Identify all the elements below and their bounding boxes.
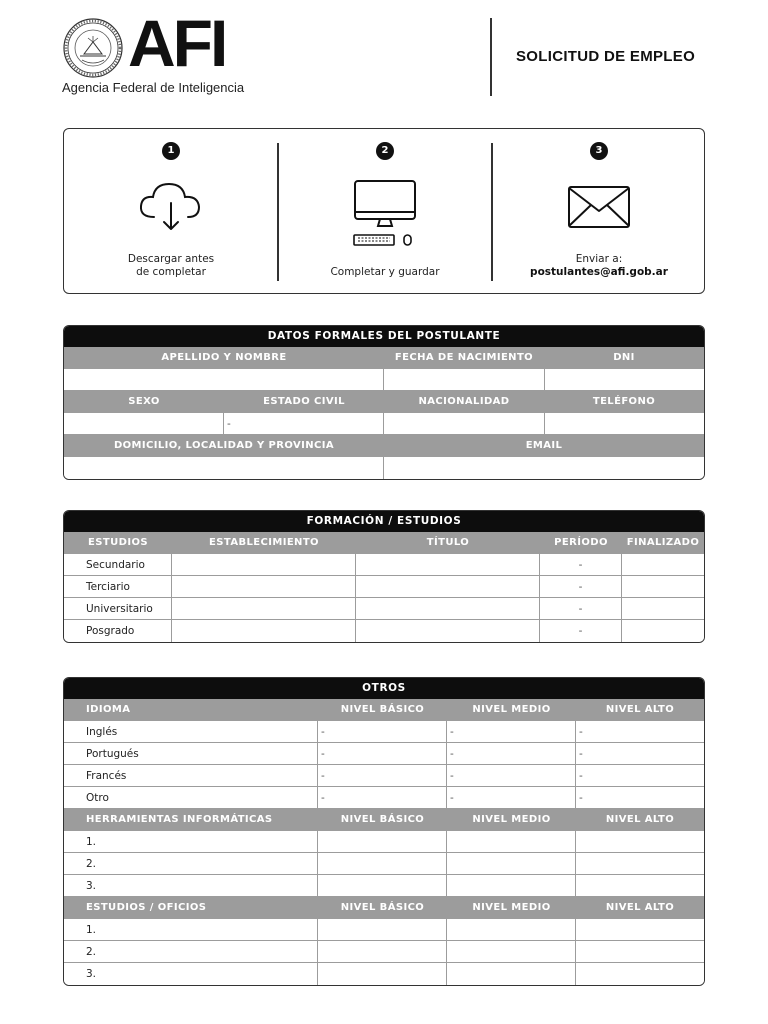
nivel-basico-field[interactable]: - <box>318 743 447 764</box>
estudio-label: Secundario <box>64 554 172 575</box>
apellido-nombre-field[interactable] <box>64 369 384 390</box>
nivel-basico-field[interactable]: - <box>318 765 447 786</box>
col-header: NIVEL ALTO <box>605 704 675 715</box>
finalizado-field[interactable] <box>622 576 704 597</box>
nivel-alto-field[interactable] <box>576 875 704 896</box>
nivel-alto-field[interactable] <box>576 853 704 874</box>
table-row <box>64 598 704 620</box>
col-header: TÍTULO <box>426 537 470 548</box>
col-header: NIVEL BÁSICO <box>340 902 425 913</box>
envelope-icon <box>567 185 631 231</box>
header-row <box>64 347 704 369</box>
col-header: NIVEL MEDIO <box>472 814 551 825</box>
otros-section <box>63 677 705 986</box>
table-row <box>64 765 704 787</box>
col-header: PERÍODO <box>554 537 608 548</box>
col-header: ESTADO CIVIL <box>263 396 345 407</box>
periodo-field[interactable]: - <box>540 598 622 619</box>
table-row <box>64 620 704 642</box>
header-row <box>64 809 704 831</box>
finalizado-field[interactable] <box>622 598 704 619</box>
nivel-medio-field[interactable] <box>447 941 576 962</box>
col-header: SEXO <box>128 396 160 407</box>
establecimiento-field[interactable] <box>172 620 356 642</box>
nivel-medio-field[interactable] <box>447 853 576 874</box>
nivel-medio-field[interactable]: - <box>447 743 576 764</box>
nivel-medio-field[interactable] <box>447 875 576 896</box>
col-header: IDIOMA <box>86 704 131 715</box>
nivel-medio-field[interactable] <box>447 963 576 985</box>
table-row <box>64 743 704 765</box>
section-title: FORMACIÓN / ESTUDIOS <box>64 511 704 532</box>
estudio-label: Posgrado <box>64 620 172 642</box>
nivel-alto-field[interactable]: - <box>579 726 583 738</box>
header-divider <box>490 18 492 96</box>
formacion-section <box>63 510 705 643</box>
step-send <box>492 129 706 293</box>
step-download <box>64 129 278 293</box>
table-row <box>64 875 704 897</box>
oficio-field[interactable]: 1. <box>64 919 318 940</box>
step-number: 2 <box>376 142 394 160</box>
periodo-field[interactable]: - <box>540 576 622 597</box>
titulo-field[interactable] <box>356 576 540 597</box>
nivel-basico-field[interactable] <box>318 941 447 962</box>
nivel-basico-field[interactable] <box>318 875 447 896</box>
nivel-medio-field[interactable]: - <box>447 721 576 742</box>
table-row <box>64 919 704 941</box>
col-header: DOMICILIO, LOCALIDAD Y PROVINCIA <box>113 440 335 451</box>
step-number: 3 <box>590 142 608 160</box>
table-row <box>64 853 704 875</box>
table-row <box>64 576 704 598</box>
periodo-field[interactable]: - <box>540 554 622 575</box>
step-complete <box>278 129 492 293</box>
step-number: 1 <box>162 142 180 160</box>
page-title: SOLICITUD DE EMPLEO <box>516 48 696 65</box>
idioma-label: Otro <box>64 787 318 808</box>
header-row <box>64 435 704 457</box>
titulo-field[interactable] <box>356 554 540 575</box>
col-header: NIVEL MEDIO <box>472 704 551 715</box>
email-field[interactable] <box>384 457 704 479</box>
nivel-alto-field[interactable] <box>576 919 704 940</box>
header-row <box>64 532 704 554</box>
dni-field[interactable] <box>545 369 704 390</box>
table-row <box>64 831 704 853</box>
afi-wordmark: AFI <box>128 6 226 80</box>
col-header: ESTABLECIMIENTO <box>209 537 319 548</box>
nivel-alto-field[interactable]: - <box>579 770 583 782</box>
col-header: NIVEL BÁSICO <box>340 814 425 825</box>
herramienta-field[interactable]: 1. <box>64 831 318 852</box>
col-header: EMAIL <box>525 440 563 451</box>
estudio-label: Universitario <box>64 598 172 619</box>
table-row <box>64 787 704 809</box>
establecimiento-field[interactable] <box>172 576 356 597</box>
estudio-label: Terciario <box>64 576 172 597</box>
col-header: HERRAMIENTAS INFORMÁTICAS <box>86 814 273 825</box>
col-header: ESTUDIOS <box>88 537 148 548</box>
finalizado-field[interactable] <box>622 620 704 642</box>
oficio-field[interactable]: 3. <box>64 963 318 985</box>
nivel-alto-field[interactable] <box>576 941 704 962</box>
header-row <box>64 897 704 919</box>
col-header: NIVEL ALTO <box>605 814 675 825</box>
nivel-alto-field[interactable] <box>576 831 704 852</box>
nivel-medio-field[interactable] <box>447 831 576 852</box>
table-row <box>64 721 704 743</box>
table-row <box>64 963 704 985</box>
sexo-field[interactable] <box>64 413 224 434</box>
section-title: DATOS FORMALES DEL POSTULANTE <box>64 326 704 347</box>
periodo-field[interactable]: - <box>540 620 622 642</box>
establecimiento-field[interactable] <box>172 598 356 619</box>
agency-name: Agencia Federal de Inteligencia <box>62 80 245 95</box>
nivel-basico-field[interactable] <box>318 963 447 985</box>
col-header: FINALIZADO <box>626 537 700 548</box>
header-row <box>64 699 704 721</box>
nacionalidad-field[interactable] <box>384 413 545 434</box>
datos-formales-section <box>63 325 705 480</box>
finalizado-field[interactable] <box>622 554 704 575</box>
nivel-basico-field[interactable] <box>318 831 447 852</box>
nivel-basico-field[interactable]: - <box>318 721 447 742</box>
contact-email[interactable]: postulantes@afi.gob.ar <box>530 266 668 278</box>
step-label: Enviar a: postulantes@afi.gob.ar <box>492 253 706 279</box>
establecimiento-field[interactable] <box>172 554 356 575</box>
herramienta-field[interactable]: 3. <box>64 875 318 896</box>
col-header: DNI <box>613 352 635 363</box>
table-row <box>64 554 704 576</box>
idioma-label: Portugués <box>64 743 318 764</box>
col-header: NIVEL BÁSICO <box>340 704 425 715</box>
idioma-label: Francés <box>64 765 318 786</box>
section-title: OTROS <box>64 678 704 699</box>
fecha-nacimiento-field[interactable] <box>384 369 545 390</box>
cloud-download-icon <box>136 177 206 237</box>
nivel-medio-field[interactable]: - <box>447 765 576 786</box>
step-label: Completar y guardar <box>330 266 440 278</box>
col-header: FECHA DE NACIMIENTO <box>394 352 534 363</box>
estado-civil-field[interactable]: - <box>224 413 384 434</box>
input-row <box>64 369 704 391</box>
nivel-basico-field[interactable] <box>318 853 447 874</box>
nivel-basico-field[interactable] <box>318 919 447 940</box>
telefono-field[interactable] <box>545 413 704 434</box>
nivel-alto-field[interactable]: - <box>579 748 583 760</box>
col-header: TELÉFONO <box>592 396 656 407</box>
nivel-medio-field[interactable] <box>447 919 576 940</box>
col-header: NIVEL MEDIO <box>472 902 551 913</box>
nivel-medio-field[interactable]: - <box>447 787 576 808</box>
domicilio-field[interactable] <box>64 457 384 479</box>
steps-panel <box>63 128 705 294</box>
nivel-alto-field[interactable]: - <box>579 792 583 804</box>
step-label: Descargar antes de completar <box>127 253 215 278</box>
input-row <box>64 457 704 479</box>
col-header: ESTUDIOS / OFICIOS <box>86 902 207 913</box>
header-row <box>64 391 704 413</box>
idioma-label: Inglés <box>64 721 318 742</box>
col-header: NACIONALIDAD <box>418 396 510 407</box>
oficio-field[interactable]: 2. <box>64 941 318 962</box>
afi-logo <box>62 6 252 100</box>
nivel-alto-field[interactable] <box>576 963 704 985</box>
table-row <box>64 941 704 963</box>
herramienta-field[interactable]: 2. <box>64 853 318 874</box>
titulo-field[interactable] <box>356 598 540 619</box>
afi-seal-icon <box>62 18 124 78</box>
col-header: APELLIDO Y NOMBRE <box>161 352 287 363</box>
nivel-basico-field[interactable]: - <box>318 787 447 808</box>
titulo-field[interactable] <box>356 620 540 642</box>
col-header: NIVEL ALTO <box>605 902 675 913</box>
computer-icon <box>350 179 420 251</box>
input-row <box>64 413 704 435</box>
